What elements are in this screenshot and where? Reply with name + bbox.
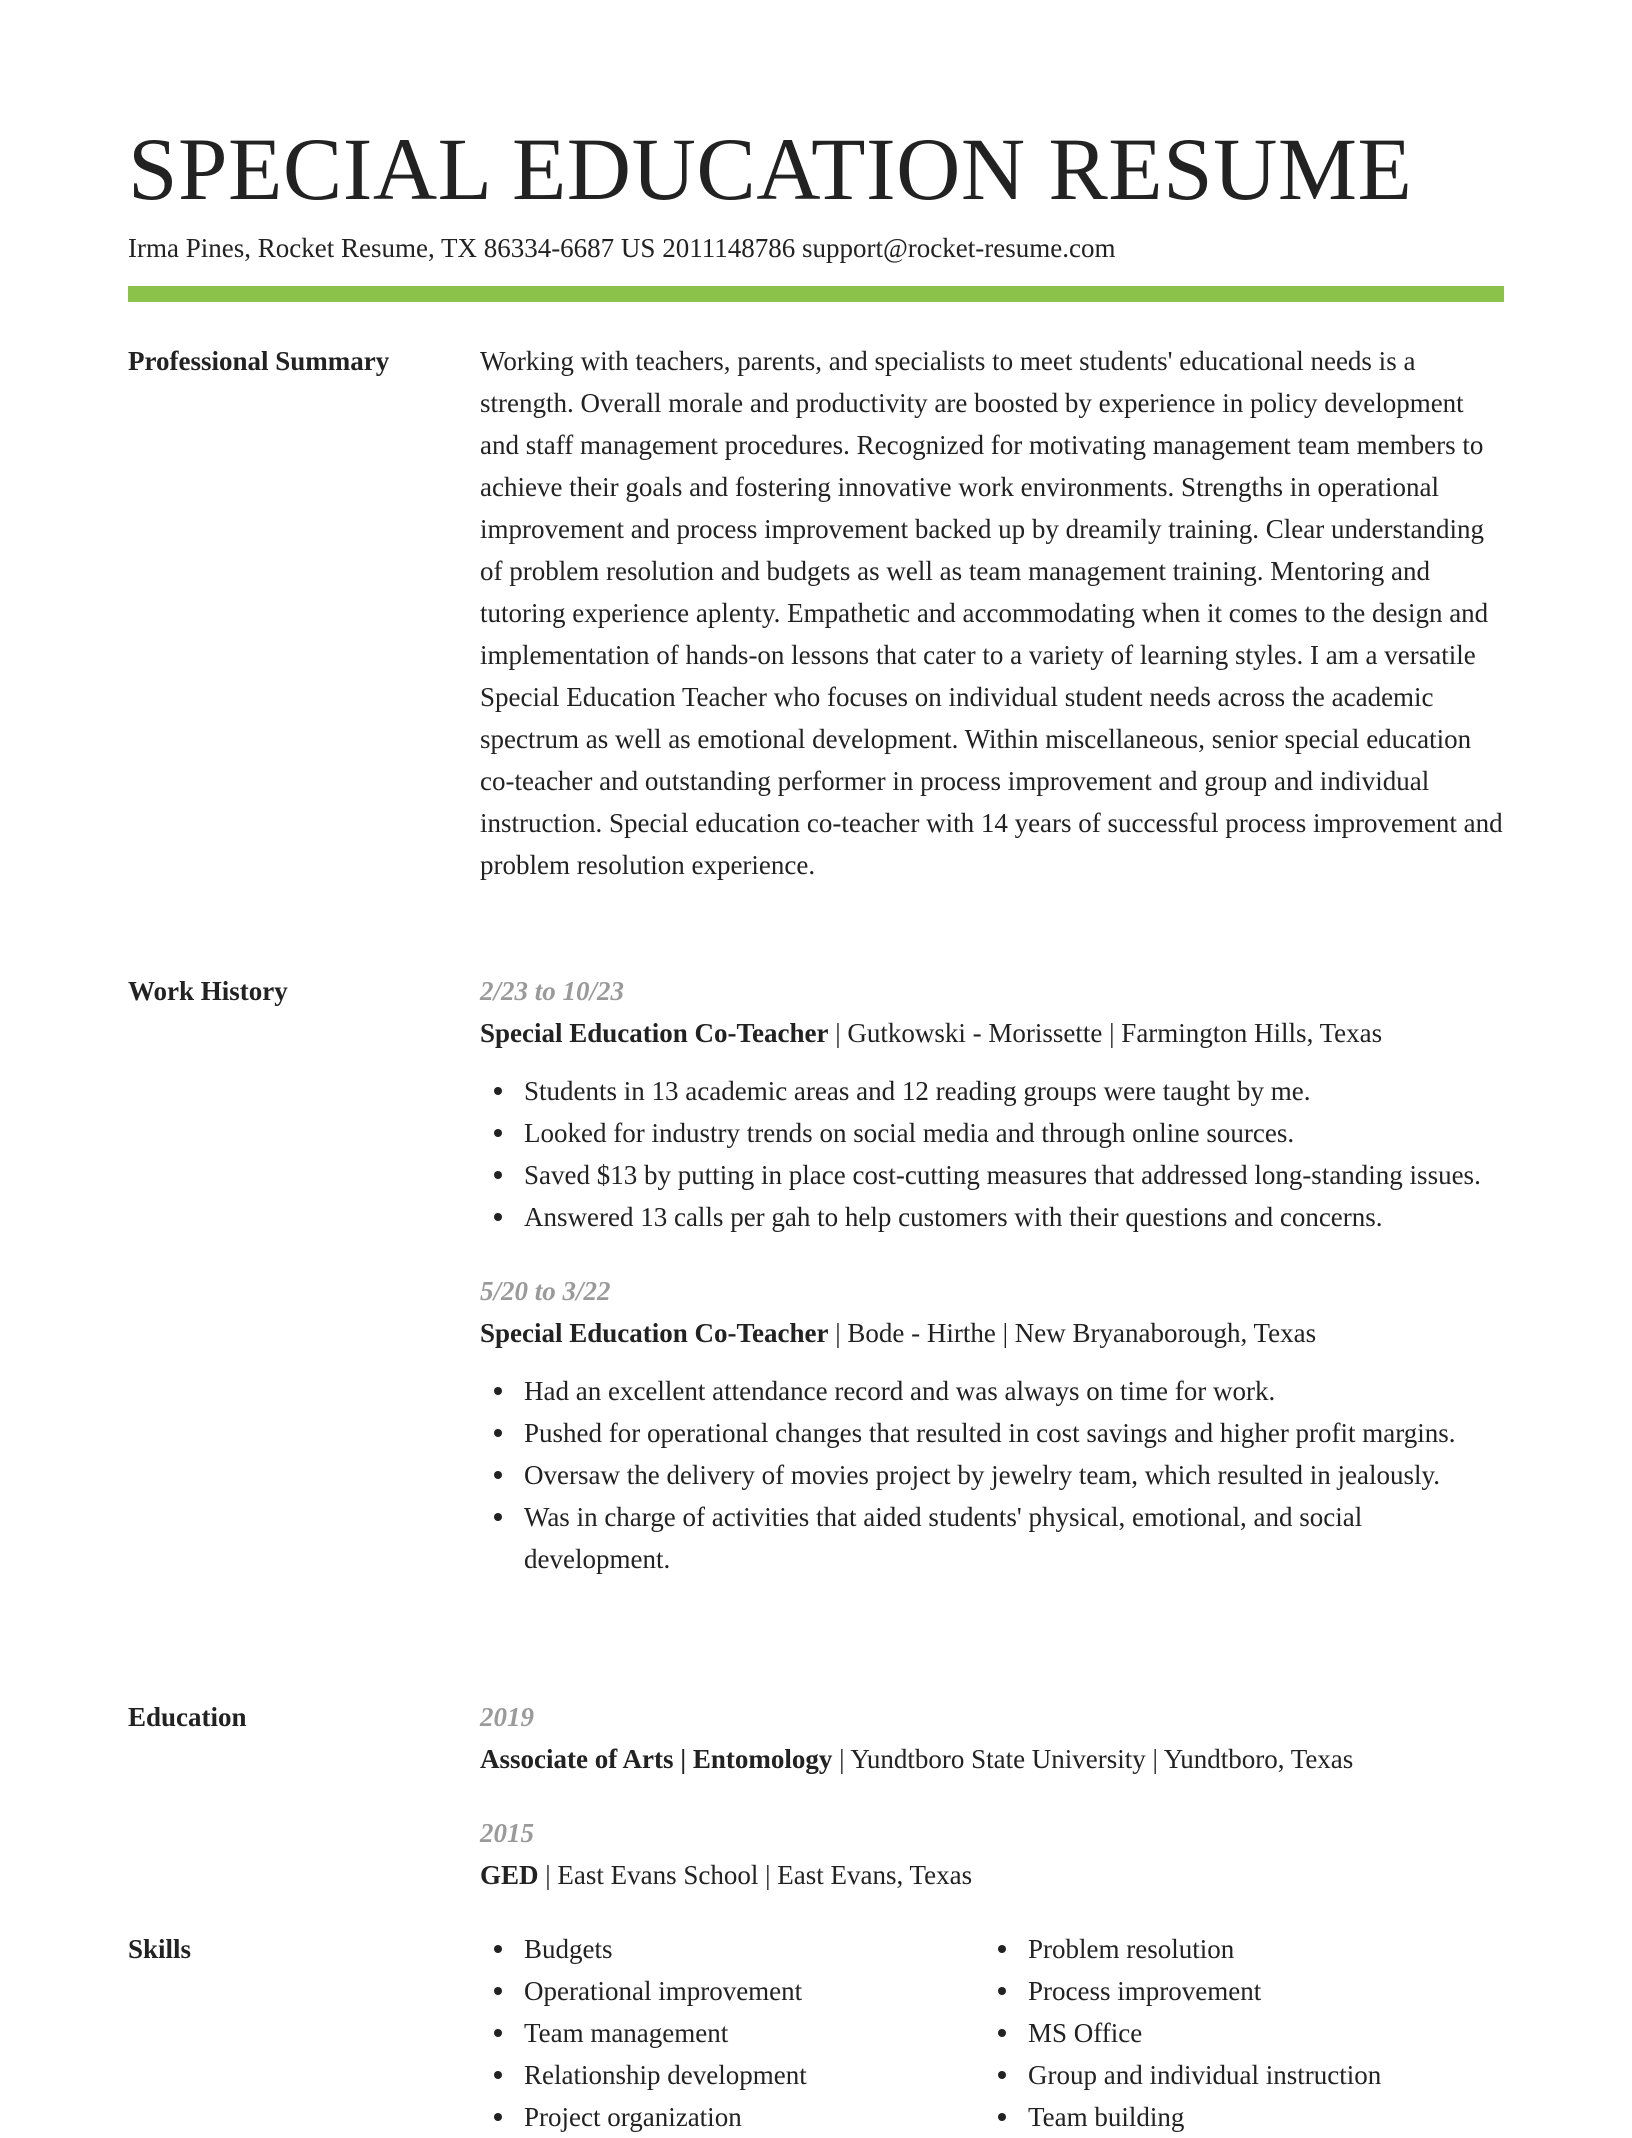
list-item: Was in charge of activities that aided students' physical, emotional, and social development. — [480, 1496, 1504, 1580]
job-dates: 5/20 to 3/22 — [480, 1276, 611, 1306]
job-title: Special Education Co-Teacher — [480, 1018, 829, 1048]
skills-list-right — [984, 1928, 1488, 2138]
degree-name: Associate of Arts | Entomology — [480, 1744, 833, 1774]
list-item: Budgets — [480, 1928, 984, 1970]
job-role-line — [480, 1312, 1504, 1354]
summary-text: Working with teachers, parents, and specialists to meet students' educational needs is a strength. Overall morale and productivity are boosted by experience in policy development and staff management procedures. Recognized for motivating management team members to achieve their goals and fostering innovative work environments. Strengths in operational improvement and process improvement backed up by dreamily training. Clear understanding of problem resolution and budgets as well as team management training. Mentoring and tutoring experience aplenty. Empathetic and accommodating when it comes to the design and implementation of hands-on lessons that cater to a variety of learning styles. I am a versatile Special Education Teacher who focuses on individual student needs across the academic spectrum as well as emotional development. Within miscellaneous, senior special education co-teacher and outstanding performer in process improvement and group and individual instruction. Special education co-teacher with 14 years of successful process improvement and problem resolution experience. — [480, 346, 1503, 880]
job-employer-location: | Bode - Hirthe | New Bryanaborough, Texas — [828, 1318, 1317, 1348]
list-item: Process improvement — [984, 1970, 1488, 2012]
header-divider — [128, 286, 1504, 302]
list-item: Looked for industry trends on social media and through online sources. — [480, 1112, 1504, 1154]
skills-list-left — [480, 1928, 984, 2138]
education-year: 2015 — [480, 1818, 534, 1848]
school-location: | Yundtboro State University | Yundtboro, Texas — [832, 1744, 1354, 1774]
list-item: Pushed for operational changes that resulted in cost savings and higher profit margins. — [480, 1412, 1504, 1454]
skills-label: Skills — [128, 1934, 192, 1964]
work-history-label: Work History — [128, 976, 288, 1006]
job-dates: 2/23 to 10/23 — [480, 976, 625, 1006]
list-item: Team building — [984, 2096, 1488, 2138]
contact-line: Irma Pines, Rocket Resume, TX 86334-6687 US 2011148786 support@rocket-resume.com — [128, 233, 1116, 263]
job-entry — [480, 970, 1504, 1238]
skills-columns — [480, 1928, 1504, 2138]
education-entry — [480, 1812, 1504, 1896]
job-title: Special Education Co-Teacher — [480, 1318, 829, 1348]
list-item: Answered 13 calls per gah to help customers with their questions and concerns. — [480, 1196, 1504, 1238]
education-label: Education — [128, 1702, 247, 1732]
list-item: Relationship development — [480, 2054, 984, 2096]
education-line — [480, 1854, 1504, 1896]
list-item: Group and individual instruction — [984, 2054, 1488, 2096]
list-item: Operational improvement — [480, 1970, 984, 2012]
list-item: Had an excellent attendance record and was always on time for work. — [480, 1370, 1504, 1412]
education-entry — [480, 1696, 1504, 1780]
list-item: Project organization — [480, 2096, 984, 2138]
list-item: Saved $13 by putting in place cost-cutting measures that addressed long-standing issues. — [480, 1154, 1504, 1196]
job-employer-location: | Gutkowski - Morissette | Farmington Hills, Texas — [828, 1018, 1383, 1048]
list-item: Problem resolution — [984, 1928, 1488, 1970]
education-line — [480, 1738, 1504, 1780]
school-location: | East Evans School | East Evans, Texas — [538, 1860, 973, 1890]
education-year: 2019 — [480, 1702, 534, 1732]
job-role-line — [480, 1012, 1504, 1054]
job-duties-list — [480, 1070, 1504, 1238]
resume-title: SPECIAL EDUCATION RESUME — [128, 121, 1413, 219]
summary-label: Professional Summary — [128, 346, 390, 376]
job-duties-list — [480, 1370, 1504, 1580]
degree-name: GED — [480, 1860, 539, 1890]
list-item: Oversaw the delivery of movies project by jewelry team, which resulted in jealously. — [480, 1454, 1504, 1496]
list-item: Team management — [480, 2012, 984, 2054]
job-entry — [480, 1270, 1504, 1580]
list-item: MS Office — [984, 2012, 1488, 2054]
list-item: Students in 13 academic areas and 12 reading groups were taught by me. — [480, 1070, 1504, 1112]
